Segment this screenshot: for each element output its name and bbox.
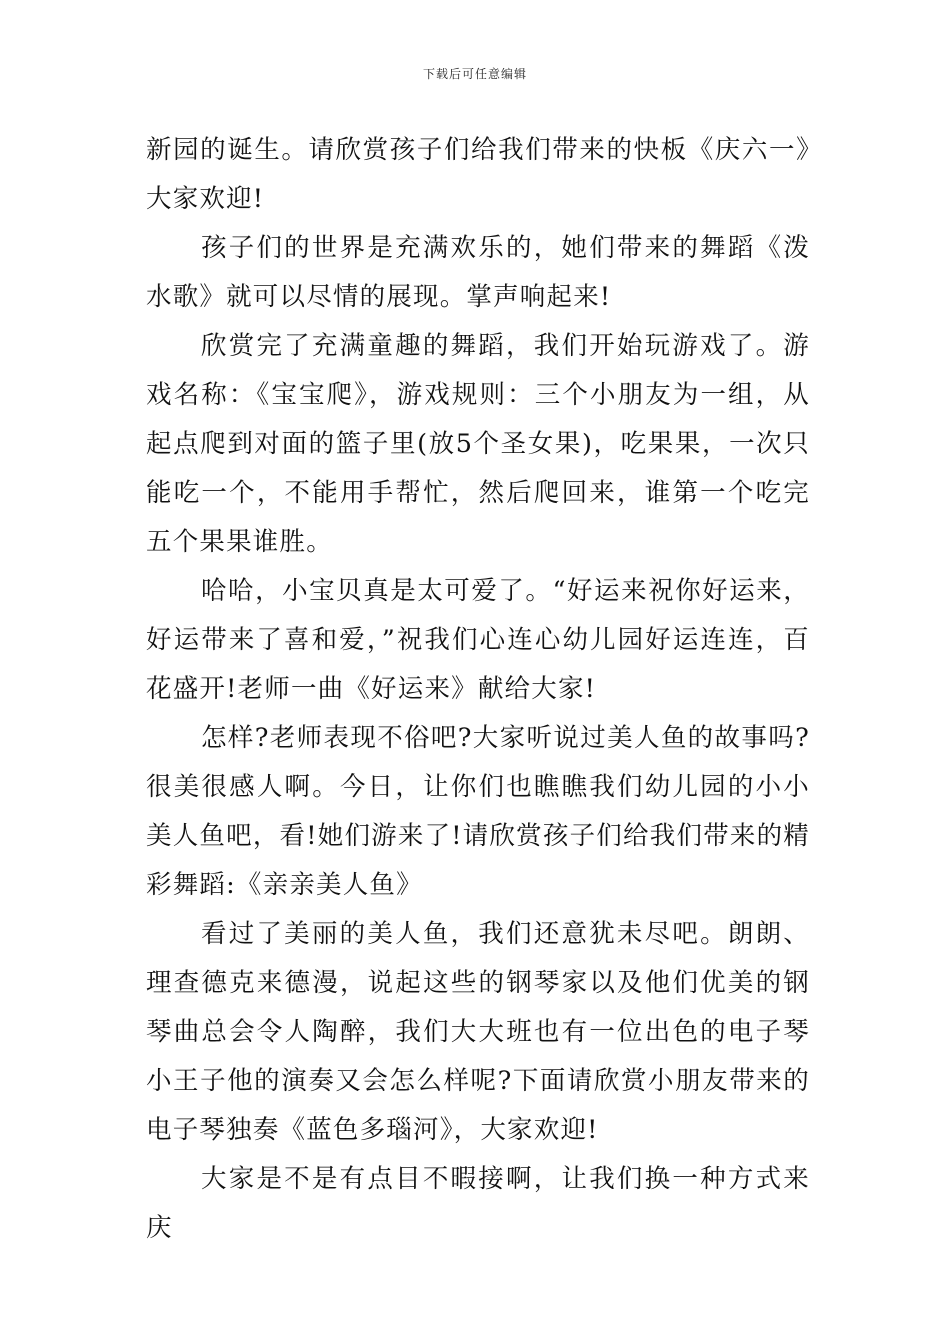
paragraph-mermaid-dance: 怎样?老师表现不俗吧?大家听说过美人鱼的故事吗?很美很感人啊。今日，让你们也瞧瞧我们幼儿园的小小美人鱼吧，看!她们游来了!请欣赏孩子们给我们带来的精彩舞蹈:《亲亲美人鱼》 [146, 723, 810, 900]
paragraph-continuation: 新园的诞生。请欣赏孩子们给我们带来的快板《庆六一》大家欢迎! [146, 135, 810, 214]
page-header-note: 下载后可任意编辑 [422, 67, 527, 81]
paragraph-keyboard-solo: 看过了美丽的美人鱼，我们还意犹未尽吧。朗朗、理查德克来德漫，说起这些的钢琴家以及他们优美的钢琴曲总会令人陶醉，我们大大班也有一位出色的电子琴小王子他的演奏又会怎么样呢?下面请欣赏小朋友带来的电子琴独奏《蓝色多瑙河》，大家欢迎! [146, 919, 810, 1145]
paragraph-good-luck-song: 哈哈，小宝贝真是太可爱了。“好运来祝你好运来，好运带来了喜和爱，”祝我们心连心幼儿园好运连连，百花盛开!老师一曲《好运来》献给大家! [146, 576, 810, 704]
paragraph-crawling-game: 欣赏完了充满童趣的舞蹈，我们开始玩游戏了。游戏名称：《宝宝爬》，游戏规则：三个小朋友为一组，从起点爬到对面的篮子里(放5个圣女果)，吃果果，一次只能吃一个，不能用手帮忙，然后爬回来，谁第一个吃完五个果果谁胜。 [146, 331, 810, 557]
paragraph-dance-water-song: 孩子们的世界是充满欢乐的，她们带来的舞蹈《泼水歌》就可以尽情的展现。掌声响起来! [146, 233, 810, 312]
document-body [146, 126, 810, 1253]
paragraph-closing-fragment: 大家是不是有点目不暇接啊，让我们换一种方式来庆 [146, 1164, 810, 1243]
